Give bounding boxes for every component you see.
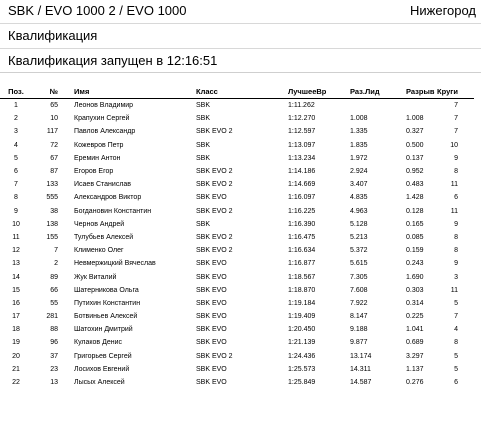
divider	[0, 72, 481, 73]
cell-gap-leader: 4.835	[350, 194, 368, 202]
cell-name: Исаев Станислав	[74, 181, 132, 189]
cell-position: 15	[12, 286, 20, 294]
cell-gap-leader: 1.835	[350, 141, 368, 149]
cell-name: Богдановин Константин	[74, 207, 152, 215]
cell-gap-prev: 0.137	[406, 154, 424, 162]
divider	[0, 23, 481, 24]
table-header-row	[0, 84, 474, 99]
cell-name: Кожевров Петр	[74, 141, 124, 149]
cell-gap-leader: 5.128	[350, 220, 368, 228]
cell-gap-prev: 0.483	[406, 181, 424, 189]
cell-class: SBK EVO	[196, 273, 227, 281]
cell-number: 55	[50, 299, 58, 307]
cell-gap-prev: 1.041	[406, 326, 424, 334]
cell-best-time: 1:25.849	[288, 379, 316, 387]
cell-best-time: 1:11.262	[288, 102, 315, 110]
cell-class: SBK EVO 2	[196, 128, 233, 136]
cell-class: SBK EVO 2	[196, 168, 233, 176]
cell-gap-prev: 1.690	[406, 273, 424, 281]
cell-gap-prev: 0.165	[406, 220, 424, 228]
cell-number: 67	[50, 154, 58, 162]
cell-position: 13	[12, 260, 20, 268]
cell-position: 22	[12, 379, 20, 387]
cell-number: 13	[50, 379, 58, 387]
cell-gap-leader: 2.924	[350, 168, 368, 176]
cell-name: Григорьев Сергей	[74, 352, 132, 360]
cell-best-time: 1:19.184	[288, 299, 316, 307]
session-name: Квалификация	[8, 28, 98, 43]
cell-class: SBK EVO	[196, 365, 227, 373]
cell-laps: 6	[454, 194, 458, 202]
column-header-number[interactable]: №	[32, 84, 62, 99]
table-row[interactable]	[0, 350, 474, 363]
cell-laps: 9	[454, 260, 458, 268]
table-row[interactable]	[0, 218, 474, 231]
cell-class: SBK	[196, 141, 211, 149]
cell-position: 4	[14, 141, 18, 149]
cell-laps: 9	[454, 220, 458, 228]
cell-name: Кулаков Денис	[74, 339, 123, 347]
cell-number: 155	[46, 233, 58, 241]
cell-name: Лосихов Евгений	[74, 365, 130, 373]
cell-class: SBK EVO	[196, 194, 227, 202]
table-row[interactable]	[0, 323, 474, 336]
cell-number: 65	[50, 102, 58, 110]
results-table	[0, 84, 474, 389]
cell-laps: 6	[454, 379, 458, 387]
table-row[interactable]	[0, 297, 474, 310]
cell-class: SBK	[196, 115, 211, 123]
cell-position: 20	[12, 352, 20, 360]
table-row[interactable]	[0, 152, 474, 165]
cell-position: 3	[14, 128, 18, 136]
cell-position: 16	[12, 299, 20, 307]
cell-name: Лысых Алексей	[74, 379, 125, 387]
cell-best-time: 1:16.634	[288, 247, 316, 255]
table-row[interactable]	[0, 363, 474, 376]
cell-class: SBK	[196, 154, 211, 162]
cell-name: Клименко Олег	[74, 247, 124, 255]
cell-class: SBK EVO	[196, 286, 227, 294]
cell-gap-prev: 3.297	[406, 352, 424, 360]
table-row[interactable]	[0, 205, 474, 218]
table-row[interactable]	[0, 257, 474, 270]
cell-position: 12	[12, 247, 20, 255]
table-row[interactable]	[0, 165, 474, 178]
column-header-name[interactable]: Имя	[62, 84, 188, 99]
table-row[interactable]	[0, 284, 474, 297]
cell-best-time: 1:18.567	[288, 273, 316, 281]
cell-name: Ботвиньев Алексей	[74, 313, 138, 321]
cell-gap-prev: 0.225	[406, 313, 424, 321]
cell-best-time: 1:12.597	[288, 128, 316, 136]
cell-position: 8	[14, 194, 18, 202]
cell-name: Шатерникова Ольга	[74, 286, 139, 294]
cell-position: 18	[12, 326, 20, 334]
cell-gap-leader: 9.188	[350, 326, 368, 334]
table-row[interactable]	[0, 244, 474, 257]
cell-laps: 8	[454, 168, 458, 176]
column-header-laps[interactable]: Круги	[434, 84, 474, 99]
table-row[interactable]	[0, 125, 474, 138]
cell-best-time: 1:13.097	[288, 141, 316, 149]
cell-gap-leader: 3.407	[350, 181, 368, 189]
cell-best-time: 1:25.573	[288, 365, 316, 373]
cell-name: Шатохин Дмитрий	[74, 326, 133, 334]
cell-gap-leader: 14.587	[350, 379, 372, 387]
cell-gap-prev: 0.243	[406, 260, 424, 268]
cell-best-time: 1:18.870	[288, 286, 316, 294]
cell-position: 6	[14, 168, 18, 176]
cell-laps: 8	[454, 247, 458, 255]
cell-laps: 5	[454, 352, 458, 360]
cell-number: 88	[50, 326, 58, 334]
cell-number: 281	[46, 313, 58, 321]
cell-gap-prev: 0.314	[406, 299, 424, 307]
cell-gap-leader: 1.335	[350, 128, 368, 136]
table-row[interactable]	[0, 270, 474, 283]
column-header-class[interactable]: Класс	[188, 84, 270, 99]
cell-gap-prev: 0.085	[406, 233, 424, 241]
table-row[interactable]	[0, 336, 474, 349]
cell-position: 17	[12, 313, 20, 321]
cell-number: 117	[46, 128, 58, 136]
cell-name: Путихин Константин	[74, 299, 141, 307]
cell-gap-leader: 13.174	[350, 352, 372, 360]
cell-best-time: 1:20.450	[288, 326, 316, 334]
cell-number: 10	[50, 115, 58, 123]
cell-number: 133	[46, 181, 58, 189]
cell-laps: 9	[454, 154, 458, 162]
cell-name: Чернов Андрей	[74, 220, 125, 228]
event-title: SBK / EVO 1000 2 / EVO 1000	[8, 3, 187, 18]
cell-laps: 11	[450, 207, 458, 215]
cell-best-time: 1:14.669	[288, 181, 316, 189]
cell-position: 11	[12, 233, 20, 241]
cell-gap-leader	[338, 99, 392, 113]
session-status: Квалификация запущен в 12:16:51	[8, 53, 218, 68]
cell-gap-prev: 0.689	[406, 339, 424, 347]
cell-number: 138	[46, 220, 58, 228]
cell-best-time: 1:16.097	[288, 194, 316, 202]
cell-position: 2	[14, 115, 18, 123]
cell-name: Тулубьев Алексей	[74, 233, 134, 241]
cell-best-time: 1:21.139	[288, 339, 316, 347]
cell-best-time: 1:16.225	[288, 207, 316, 215]
cell-gap-prev: 0.952	[406, 168, 424, 176]
event-location: Нижегород	[410, 3, 477, 18]
cell-number: 87	[50, 168, 58, 176]
cell-number: 89	[50, 273, 58, 281]
cell-laps: 5	[454, 299, 458, 307]
cell-name: Егоров Егор	[74, 168, 114, 176]
cell-number: 2	[54, 260, 58, 268]
cell-laps: 5	[454, 365, 458, 373]
cell-gap-prev: 1.137	[406, 365, 424, 373]
column-header-position[interactable]: Поз.	[0, 84, 32, 99]
cell-gap-prev: 1.428	[406, 194, 424, 202]
cell-laps: 7	[454, 115, 458, 123]
cell-class: SBK EVO 2	[196, 352, 233, 360]
cell-laps: 11	[450, 286, 458, 294]
table-row[interactable]	[0, 191, 474, 204]
cell-laps: 3	[454, 273, 458, 281]
cell-best-time: 1:16.390	[288, 220, 316, 228]
table-row[interactable]	[0, 112, 474, 125]
cell-laps: 8	[454, 339, 458, 347]
cell-laps: 7	[454, 313, 458, 321]
cell-gap-leader: 5.213	[350, 233, 368, 241]
cell-position: 21	[12, 365, 20, 373]
cell-best-time: 1:13.234	[288, 154, 316, 162]
cell-gap-prev: 0.128	[406, 207, 424, 215]
cell-position: 10	[12, 220, 20, 228]
table-row[interactable]	[0, 178, 474, 191]
cell-class: SBK EVO 2	[196, 181, 233, 189]
cell-name: Леонов Владимир	[74, 102, 134, 110]
table-row[interactable]	[0, 310, 474, 323]
cell-name: Жук Виталий	[74, 273, 117, 281]
column-header-gap-leader[interactable]: Раз.Лид	[338, 84, 392, 99]
cell-number: 96	[50, 339, 58, 347]
cell-gap-prev	[392, 99, 434, 113]
cell-laps: 7	[454, 128, 458, 136]
cell-gap-leader: 7.922	[350, 299, 368, 307]
cell-number: 37	[50, 352, 58, 360]
cell-laps: 4	[454, 326, 458, 334]
cell-name: Еремин Антон	[74, 154, 121, 162]
cell-gap-prev: 0.303	[406, 286, 424, 294]
results-body	[0, 99, 474, 390]
cell-laps: 7	[454, 102, 458, 110]
cell-gap-leader: 4.963	[350, 207, 368, 215]
cell-gap-leader: 5.372	[350, 247, 368, 255]
cell-laps: 11	[450, 181, 458, 189]
cell-gap-leader: 14.311	[350, 365, 371, 373]
cell-best-time: 1:16.475	[288, 233, 316, 241]
table-row[interactable]	[0, 139, 474, 152]
cell-gap-prev: 0.276	[406, 379, 424, 387]
cell-number: 72	[50, 141, 58, 149]
cell-name: Александров Виктор	[74, 194, 142, 202]
cell-class: SBK EVO	[196, 299, 227, 307]
cell-position: 1	[14, 102, 18, 110]
cell-number: 23	[50, 365, 58, 373]
cell-gap-leader: 9.877	[350, 339, 368, 347]
cell-position: 19	[12, 339, 20, 347]
cell-gap-prev: 0.159	[406, 247, 424, 255]
cell-best-time: 1:16.877	[288, 260, 316, 268]
cell-best-time: 1:19.409	[288, 313, 316, 321]
cell-name: Невмержицкий Вячеслав	[74, 260, 156, 268]
cell-class: SBK EVO	[196, 260, 227, 268]
cell-class: SBK EVO 2	[196, 247, 233, 255]
cell-number: 7	[54, 247, 58, 255]
cell-name: Крапухин Сергей	[74, 115, 130, 123]
cell-class: SBK	[196, 102, 211, 110]
column-header-best-time[interactable]: ЛучшееВр	[270, 84, 338, 99]
cell-number: 555	[46, 194, 58, 202]
table-row[interactable]	[0, 231, 474, 244]
cell-position: 5	[14, 154, 18, 162]
cell-gap-leader: 1.008	[350, 115, 368, 123]
table-row[interactable]	[0, 376, 474, 389]
column-header-gap-prev[interactable]: Разрыв	[392, 84, 434, 99]
cell-gap-leader: 7.608	[350, 286, 368, 294]
cell-laps: 8	[454, 233, 458, 241]
cell-gap-prev: 0.500	[406, 141, 424, 149]
cell-position: 9	[14, 207, 18, 215]
cell-best-time: 1:12.270	[288, 115, 316, 123]
cell-position: 14	[12, 273, 20, 281]
cell-gap-prev: 0.327	[406, 128, 424, 136]
cell-class: SBK EVO	[196, 313, 227, 321]
cell-gap-leader: 7.305	[350, 273, 368, 281]
cell-class: SBK	[196, 220, 211, 228]
cell-class: SBK EVO	[196, 379, 227, 387]
cell-class: SBK EVO 2	[196, 207, 233, 215]
cell-best-time: 1:24.436	[288, 352, 316, 360]
cell-gap-leader: 5.615	[350, 260, 368, 268]
cell-name: Павлов Александр	[74, 128, 136, 136]
cell-class: SBK EVO	[196, 326, 227, 334]
cell-best-time: 1:14.186	[288, 168, 316, 176]
cell-class: SBK EVO 2	[196, 233, 233, 241]
table-row[interactable]	[0, 99, 474, 113]
cell-class: SBK EVO	[196, 339, 227, 347]
cell-gap-leader: 8.147	[350, 313, 368, 321]
cell-number: 38	[50, 207, 58, 215]
cell-gap-leader: 1.972	[350, 154, 368, 162]
divider	[0, 48, 481, 49]
cell-laps: 10	[450, 141, 458, 149]
cell-number: 66	[50, 286, 58, 294]
cell-gap-prev: 1.008	[406, 115, 424, 123]
cell-position: 7	[14, 181, 18, 189]
